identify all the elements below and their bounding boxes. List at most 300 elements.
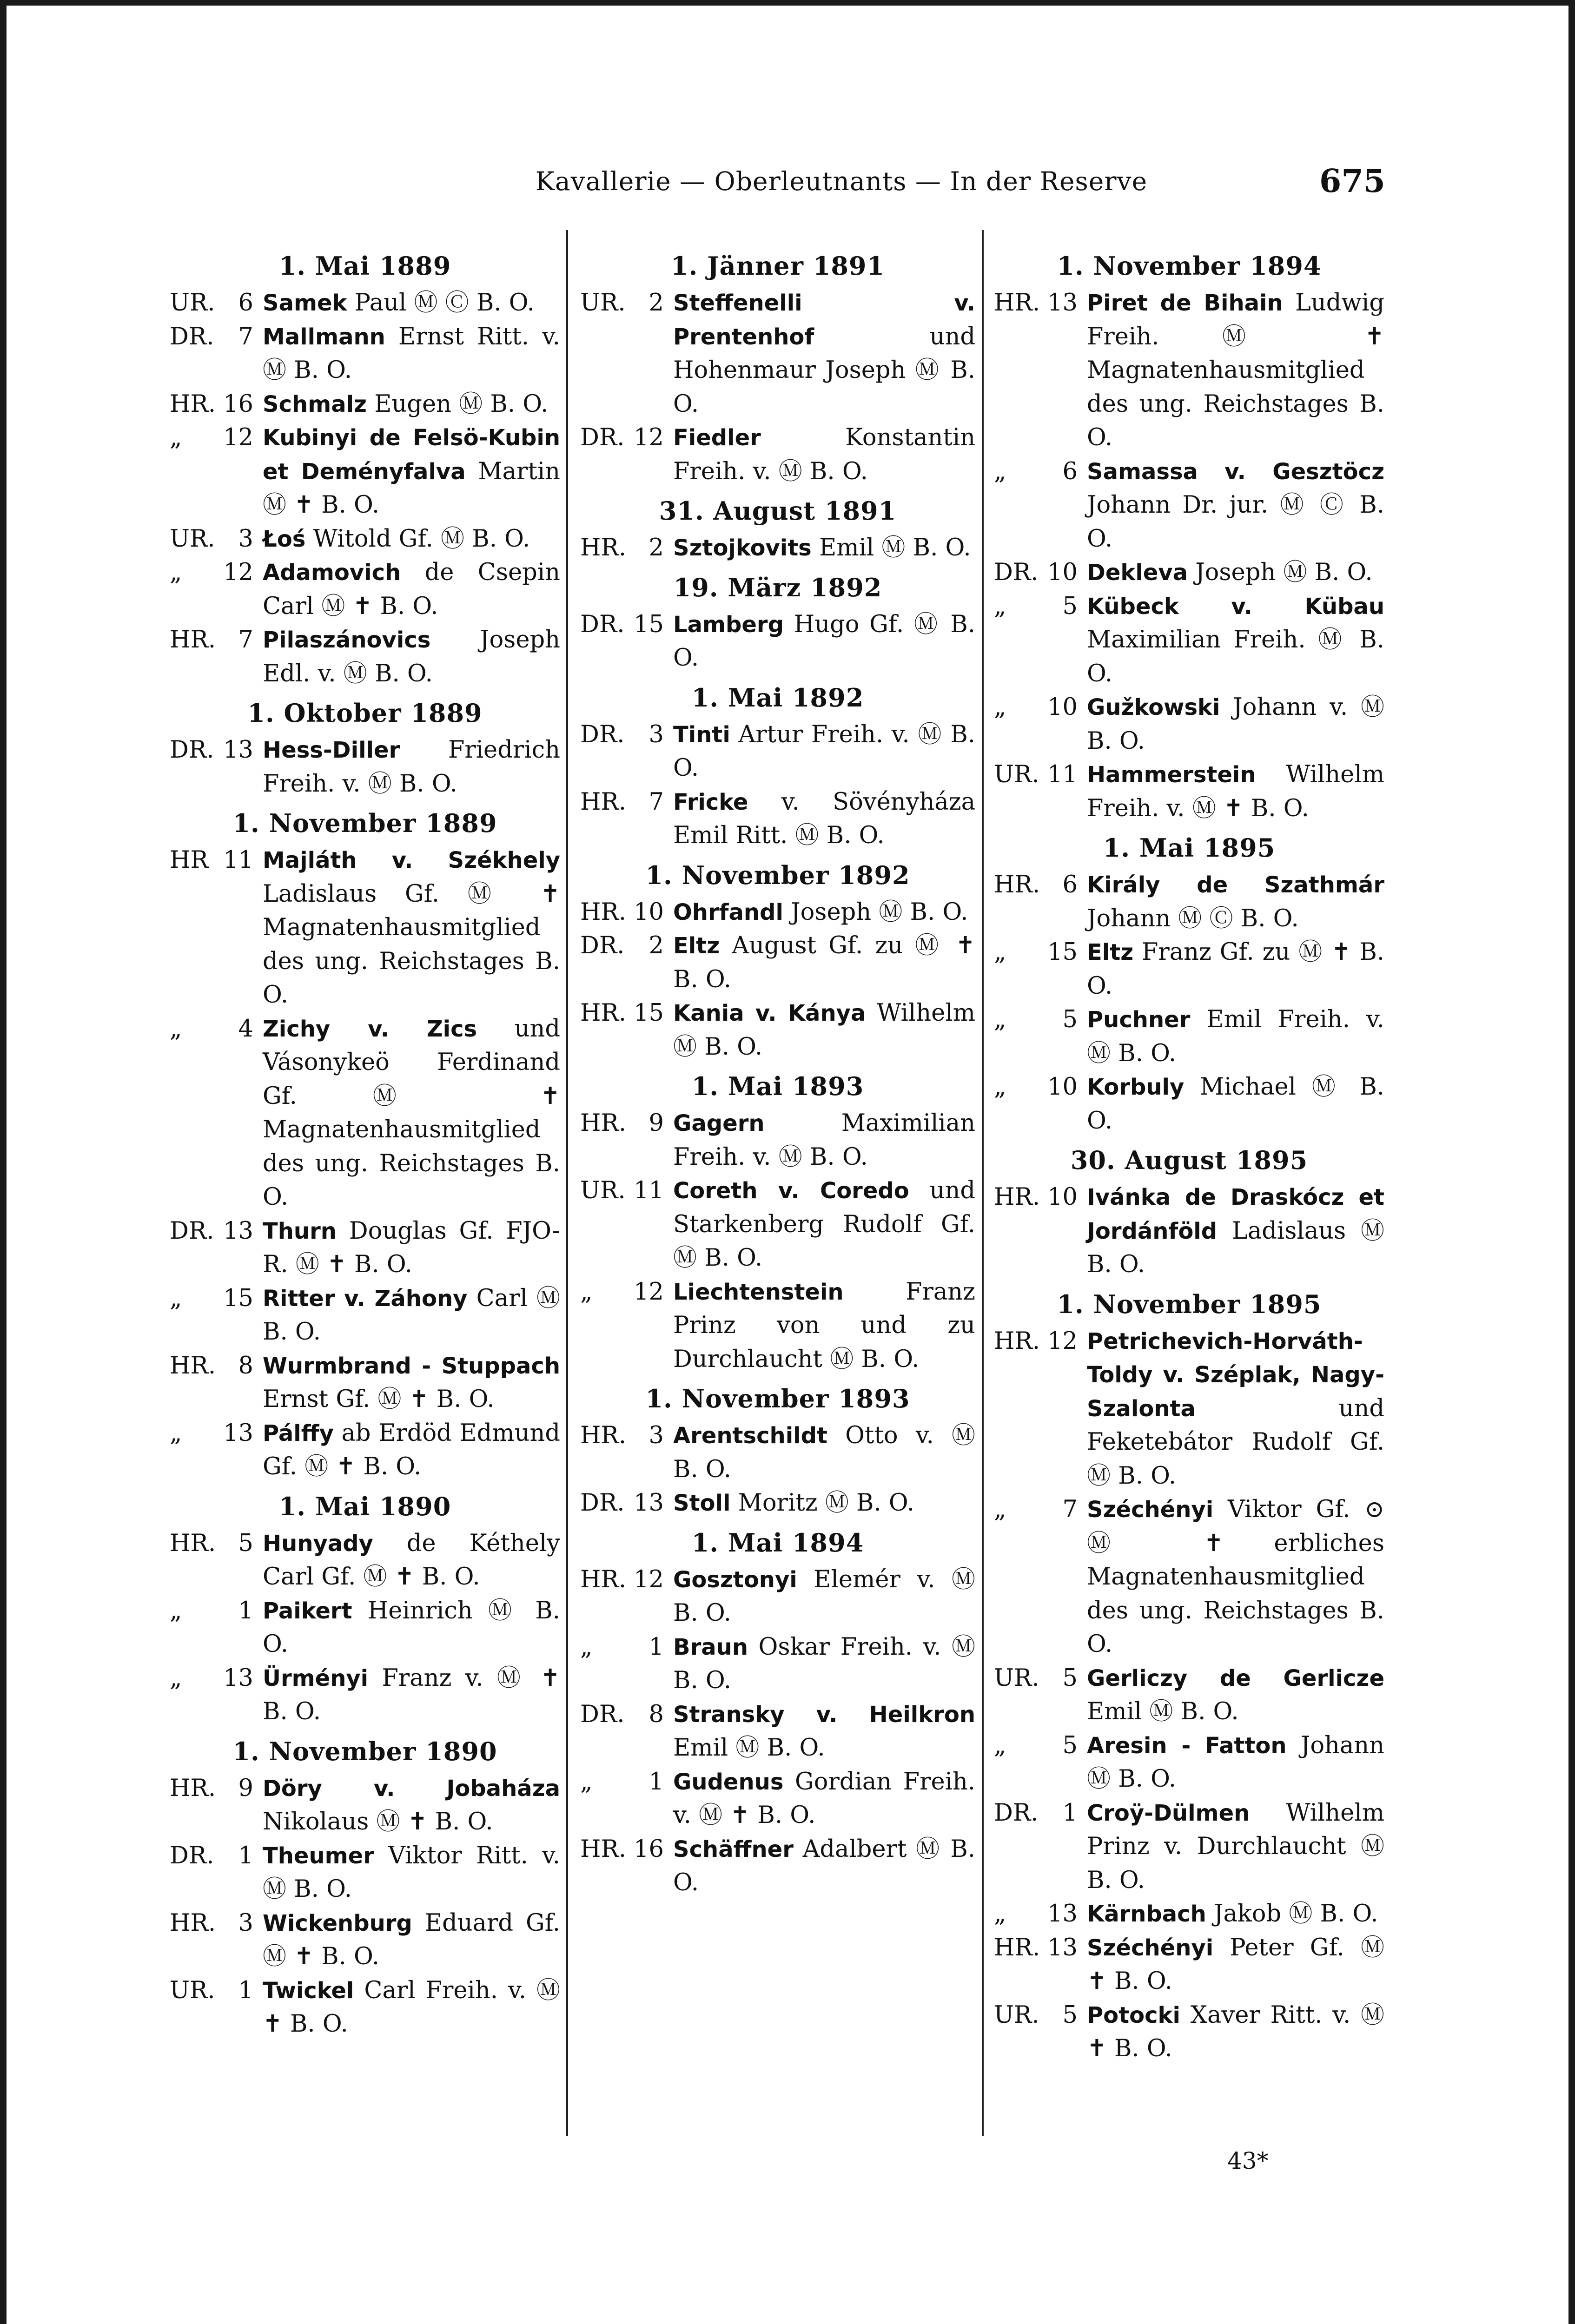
entry-text	[1087, 1897, 1384, 1931]
regiment-type: DR.	[580, 932, 625, 959]
officer-entry	[580, 1698, 975, 1765]
regiment-number: 15	[634, 999, 664, 1027]
entry-details: Eugen Ⓜ B. O.	[374, 390, 549, 418]
entry-text	[1087, 1729, 1384, 1796]
regiment-type: DR.	[170, 736, 214, 764]
entry-text	[673, 286, 975, 421]
entry-text	[1087, 1181, 1384, 1282]
date-section	[580, 1526, 975, 1900]
regiment-type: UR.	[170, 525, 215, 553]
surname: Gerliczy de Gerlicze	[1087, 1665, 1384, 1691]
regiment-number: 7	[238, 323, 253, 350]
officer-entry	[580, 1486, 975, 1520]
entry-text	[263, 286, 560, 320]
regiment-number: 1	[1062, 1799, 1078, 1827]
surname: Wickenburg	[263, 1910, 412, 1936]
entry-details: de Kéthely Carl Gf. Ⓜ ✝ B. O.	[263, 1529, 560, 1591]
section-date-heading: 1. Mai 1894	[691, 1527, 864, 1558]
regiment-type: HR.	[170, 1774, 216, 1802]
surname: Majláth v. Székhely	[263, 847, 560, 873]
section-date-heading: 1. Oktober 1889	[247, 698, 483, 728]
column-2	[580, 246, 975, 1906]
entry-details: Oskar Freih. v. Ⓜ B. O.	[673, 1633, 975, 1694]
date-section	[994, 249, 1384, 825]
officer-entry	[170, 844, 560, 1012]
entry-text	[263, 1282, 560, 1349]
regiment-type: DR.	[994, 1799, 1039, 1827]
entry-details: Hugo Gf. Ⓜ B. O.	[673, 610, 975, 672]
section-date-heading: 1. Mai 1893	[691, 1071, 864, 1101]
entry-text	[673, 1833, 975, 1900]
regiment-type: UR.	[994, 2001, 1039, 2029]
entry-details: Nikolaus Ⓜ ✝ B. O.	[263, 1808, 493, 1835]
regiment-type: DR.	[580, 1700, 625, 1728]
regiment-number: 1	[238, 1842, 253, 1869]
entry-text	[263, 733, 560, 801]
regiment-type: „	[170, 1419, 182, 1447]
entry-details: de Csepin Carl Ⓜ ✝ B. O.	[263, 559, 560, 620]
regiment-number: 13	[223, 1217, 253, 1245]
regiment-number: 10	[1047, 1073, 1078, 1101]
officer-entry	[170, 388, 560, 422]
entry-text	[673, 1765, 975, 1833]
officer-entry	[170, 1417, 560, 1484]
surname: Korbuly	[1087, 1074, 1185, 1100]
surname: Fiedler	[673, 425, 761, 451]
regiment-number: 1	[649, 1633, 664, 1661]
entry-details: Joseph Ⓜ B. O.	[1195, 559, 1373, 586]
regiment-type: DR.	[170, 1217, 214, 1245]
regiment-number: 1	[238, 1597, 253, 1624]
date-section	[994, 1287, 1384, 2066]
regiment-type: „	[994, 592, 1006, 620]
regiment-number: 13	[1047, 1900, 1078, 1928]
section-date-heading: 30. August 1895	[1070, 1145, 1308, 1175]
entry-text	[1087, 286, 1384, 455]
regiment-type: DR.	[580, 1489, 625, 1517]
regiment-number: 16	[634, 1835, 664, 1863]
entry-text	[673, 786, 975, 853]
entry-text	[673, 1563, 975, 1631]
entry-details: Jakob Ⓜ B. O.	[1214, 1900, 1378, 1928]
regiment-type: „	[170, 1284, 182, 1312]
entry-text	[673, 1419, 975, 1486]
entry-text	[1087, 1796, 1384, 1898]
officer-entry	[170, 1662, 560, 1729]
entry-text	[673, 1486, 975, 1520]
regiment-type: „	[994, 457, 1006, 485]
regiment-number: 15	[1047, 938, 1078, 966]
officer-entry	[994, 1931, 1384, 1999]
surname: Eltz	[1087, 939, 1134, 965]
officer-entry	[170, 1349, 560, 1417]
regiment-type: „	[994, 1006, 1006, 1033]
regiment-number: 12	[1047, 1327, 1078, 1355]
date-section	[170, 1735, 560, 2041]
officer-entry	[580, 1563, 975, 1631]
regiment-type: HR.	[580, 999, 627, 1027]
entry-details: ab Erdöd Edmund Gf. Ⓜ ✝ B. O.	[263, 1419, 560, 1480]
date-section	[994, 831, 1384, 1138]
regiment-number: 10	[634, 898, 664, 926]
scan-edge-right	[1568, 0, 1575, 2324]
surname: Tinti	[673, 721, 730, 748]
entry-details: Emil Ⓜ B. O.	[1087, 1698, 1239, 1725]
surname: Gagern	[673, 1110, 765, 1136]
regiment-number: 15	[223, 1284, 253, 1312]
officer-entry	[170, 1594, 560, 1662]
regiment-type: „	[170, 1015, 182, 1043]
entry-text	[1087, 1931, 1384, 1999]
entry-text	[263, 1527, 560, 1594]
officer-entry	[170, 1772, 560, 1839]
officer-entry	[994, 590, 1384, 691]
entry-details: und Starkenberg Rudolf Gf. Ⓜ B. O.	[673, 1177, 976, 1272]
column-3	[994, 246, 1384, 2072]
entry-details: Maximilian Freih. Ⓜ B. O.	[1087, 626, 1384, 687]
regiment-number: 10	[1047, 693, 1078, 721]
surname: Schäffner	[673, 1836, 794, 1862]
officer-entry	[994, 286, 1384, 455]
entry-details: Emil Ⓜ B. O.	[673, 1734, 825, 1762]
entry-details: Ernst Gf. Ⓜ ✝ B. O.	[263, 1386, 495, 1413]
regiment-number: 3	[649, 1422, 664, 1449]
entry-details: Friedrich Freih. v. Ⓜ B. O.	[263, 736, 560, 798]
officer-entry	[994, 936, 1384, 1003]
regiment-number: 11	[223, 846, 253, 874]
regiment-type: UR.	[580, 1177, 626, 1204]
entry-text	[263, 522, 560, 556]
date-section	[170, 806, 560, 1484]
surname: Łoś	[263, 526, 306, 552]
entry-details: Carl Ⓜ B. O.	[263, 1284, 560, 1346]
entry-details: Gordian Freih. v. Ⓜ ✝ B. O.	[673, 1768, 975, 1829]
regiment-type: „	[994, 938, 1006, 966]
regiment-number: 5	[1062, 1006, 1078, 1033]
surname: Fricke	[673, 789, 748, 815]
entry-details: Wilhelm Ⓜ B. O.	[673, 999, 975, 1061]
regiment-type: UR.	[170, 289, 215, 317]
entry-text	[673, 1698, 975, 1765]
entry-details: Witold Gf. Ⓜ B. O.	[313, 525, 530, 553]
officer-entry	[994, 455, 1384, 556]
surname: Theumer	[263, 1842, 374, 1869]
regiment-number: 3	[238, 525, 253, 553]
regiment-type: „	[994, 1900, 1006, 1928]
regiment-number: 9	[238, 1774, 253, 1802]
entry-details: Otto v. Ⓜ B. O.	[673, 1422, 975, 1483]
officer-entry	[170, 421, 560, 522]
section-date-heading: 1. November 1892	[645, 860, 910, 890]
regiment-type: HR.	[580, 1109, 627, 1137]
entry-details: Ladislaus Ⓜ B. O.	[1087, 1217, 1384, 1278]
entry-details: Martin Ⓜ ✝ B. O.	[263, 457, 560, 519]
regiment-type: „	[170, 1664, 182, 1692]
regiment-number: 12	[634, 424, 664, 451]
entry-text	[673, 997, 975, 1064]
entry-details: und Vásonykeö Ferdinand Gf. Ⓜ ✝ Magnatenhausmitglied des ung. Reichstages B. O.	[263, 1015, 560, 1211]
surname: Pilaszánovics	[263, 627, 431, 653]
regiment-type: „	[994, 1073, 1006, 1101]
officer-entry	[994, 691, 1384, 758]
surname: Stransky v. Heilkron	[673, 1701, 975, 1728]
regiment-type: HR.	[580, 788, 627, 816]
regiment-number: 3	[649, 720, 664, 748]
entry-text	[673, 531, 975, 565]
section-date-heading: 1. Jänner 1891	[670, 251, 885, 281]
regiment-type: „	[580, 1278, 593, 1306]
running-title: Kavallerie — Oberleutnants — In der Reserve	[535, 166, 1148, 196]
entry-text	[1087, 868, 1384, 936]
regiment-number: 6	[238, 289, 253, 317]
surname: Döry v. Jobaháza	[263, 1775, 560, 1802]
scan-edge-top	[0, 0, 1575, 6]
section-date-heading: 1. Mai 1892	[691, 682, 864, 713]
column-1	[170, 246, 560, 2047]
surname: Gudenus	[673, 1769, 784, 1795]
page-header	[167, 163, 1385, 205]
surname: Hess-Diller	[263, 737, 400, 763]
surname: Piret de Bihain	[1087, 290, 1283, 316]
regiment-number: 5	[1062, 1731, 1078, 1759]
regiment-number: 9	[649, 1109, 664, 1137]
officer-entry	[580, 786, 975, 853]
regiment-type: „	[994, 1731, 1006, 1759]
regiment-number: 7	[238, 626, 253, 654]
surname: Ohrfandl	[673, 899, 783, 925]
date-section	[580, 681, 975, 853]
regiment-type: „	[994, 693, 1006, 721]
surname: Lamberg	[673, 611, 784, 638]
officer-entry	[580, 286, 975, 421]
regiment-number: 12	[634, 1565, 664, 1593]
surname: Dekleva	[1087, 560, 1188, 586]
entry-details: Johann v. Ⓜ B. O.	[1087, 693, 1384, 755]
entry-details: Douglas Gf. FJO-R. Ⓜ ✝ B. O.	[263, 1217, 560, 1278]
regiment-type: „	[170, 559, 182, 586]
regiment-type: UR.	[994, 1664, 1039, 1692]
entry-text	[1087, 1003, 1384, 1070]
entry-details: Maximilian Freih. v. Ⓜ B. O.	[673, 1109, 975, 1171]
entry-details: Moritz Ⓜ B. O.	[738, 1489, 914, 1517]
officer-entry	[170, 623, 560, 691]
regiment-number: 2	[649, 289, 664, 317]
section-date-heading: 1. Mai 1890	[278, 1491, 451, 1521]
entry-text	[263, 1215, 560, 1282]
section-date-heading: 1. November 1893	[645, 1384, 910, 1413]
regiment-type: HR.	[170, 1352, 216, 1380]
entry-details: Artur Freih. v. Ⓜ B. O.	[673, 720, 975, 782]
surname: Potocki	[1087, 2002, 1180, 2028]
regiment-type: HR.	[580, 534, 627, 561]
regiment-type: HR.	[170, 626, 216, 654]
regiment-type: HR.	[994, 289, 1040, 317]
officer-entry	[580, 1765, 975, 1833]
entry-text	[263, 1772, 560, 1839]
regiment-type: DR.	[580, 720, 625, 748]
regiment-type: UR.	[994, 761, 1039, 788]
entry-details: Elemér v. Ⓜ B. O.	[673, 1565, 975, 1627]
regiment-number: 3	[238, 1909, 253, 1937]
regiment-number: 5	[238, 1529, 253, 1557]
officer-entry	[994, 1070, 1384, 1138]
entry-details: Joseph Ⓜ B. O.	[791, 898, 968, 926]
page-number: 675	[1319, 163, 1385, 200]
regiment-type: „	[170, 1597, 182, 1624]
officer-entry	[170, 320, 560, 388]
officer-entry	[580, 1174, 975, 1275]
entry-details: Ladislaus Gf. Ⓜ ✝ Magnatenhausmitglied des ung. Reichstages B. O.	[263, 880, 560, 1009]
regiment-type: DR.	[170, 323, 214, 350]
regiment-number: 7	[649, 788, 664, 816]
officer-entry	[170, 522, 560, 556]
surname: Aresin - Fatton	[1087, 1732, 1287, 1759]
regiment-type: „	[580, 1633, 593, 1661]
regiment-number: 6	[1062, 871, 1078, 898]
entry-details: und Hohenmaur Joseph Ⓜ B. O.	[673, 323, 975, 418]
entry-text	[263, 556, 560, 623]
entry-text	[263, 623, 560, 691]
entry-details: und Feketebátor Rudolf Gf. Ⓜ B. O.	[1087, 1394, 1384, 1490]
regiment-type: HR.	[994, 1183, 1040, 1211]
entry-details: Franz v. Ⓜ ✝ B. O.	[263, 1664, 560, 1725]
surname: Stoll	[673, 1490, 731, 1516]
regiment-type: HR.	[170, 1909, 216, 1937]
officer-entry	[170, 1215, 560, 1282]
entry-text	[673, 896, 975, 930]
entry-details: August Gf. zu Ⓜ ✝ B. O.	[673, 932, 975, 993]
surname: Thurn	[263, 1218, 337, 1244]
entry-details: Eduard Gf. Ⓜ ✝ B. O.	[263, 1909, 560, 1970]
officer-entry	[580, 1419, 975, 1486]
regiment-number: 13	[223, 1664, 253, 1692]
column-divider-1	[566, 230, 568, 2136]
surname: Ürményi	[263, 1665, 369, 1691]
regiment-type: HR	[170, 846, 208, 874]
regiment-number: 12	[223, 424, 253, 451]
surname: Király de Szathmár	[1087, 872, 1384, 898]
officer-entry	[580, 997, 975, 1064]
entry-details: Joseph Edl. v. Ⓜ B. O.	[263, 626, 560, 687]
regiment-number: 15	[634, 610, 664, 638]
entry-text	[1087, 936, 1384, 1003]
regiment-type: UR.	[170, 1976, 215, 2004]
regiment-number: 11	[634, 1177, 664, 1204]
officer-entry	[580, 1833, 975, 1900]
entry-text	[263, 1662, 560, 1729]
surname: Gužkowski	[1087, 694, 1220, 720]
entry-text	[263, 1839, 560, 1907]
officer-entry	[994, 1181, 1384, 1282]
date-section	[580, 1070, 975, 1376]
section-date-heading: 1. Mai 1889	[278, 251, 451, 281]
surname: Steffenelli v. Prentenhof	[673, 290, 975, 350]
section-date-heading: 1. November 1894	[1057, 251, 1322, 281]
regiment-number: 10	[1047, 559, 1078, 586]
surname: Sztojkovits	[673, 535, 812, 561]
entry-text	[1087, 556, 1384, 590]
entry-details: Carl Freih. v. Ⓜ ✝ B. O.	[263, 1976, 560, 2038]
officer-entry	[580, 421, 975, 489]
regiment-number: 5	[1062, 1664, 1078, 1692]
date-section	[580, 1382, 975, 1520]
entry-text	[263, 1907, 560, 1974]
entry-details: Johann Ⓜ Ⓒ B. O.	[1087, 905, 1299, 932]
officer-entry	[994, 1729, 1384, 1796]
officer-entry	[580, 608, 975, 675]
regiment-number: 16	[223, 390, 253, 418]
surname: Wurmbrand - Stuppach	[263, 1353, 560, 1379]
entry-text	[1087, 758, 1384, 825]
surname: Ivánka de Draskócz et Jordánföld	[1087, 1184, 1384, 1244]
entry-text	[263, 421, 560, 522]
officer-entry	[580, 1275, 975, 1377]
entry-text	[263, 1974, 560, 2041]
surname: Gosztonyi	[673, 1566, 797, 1593]
regiment-number: 5	[1062, 2001, 1078, 2029]
officer-entry	[580, 1631, 975, 1698]
officer-entry	[170, 1282, 560, 1349]
entry-details: Ernst Ritt. v. Ⓜ B. O.	[263, 323, 560, 384]
officer-entry	[994, 1493, 1384, 1662]
surname: Paikert	[263, 1598, 352, 1624]
regiment-type: DR.	[580, 610, 625, 638]
officer-entry	[994, 556, 1384, 590]
signature-mark: 43*	[1227, 2147, 1269, 2174]
surname: Samek	[263, 290, 347, 316]
regiment-number: 13	[223, 736, 253, 764]
entry-text	[263, 1012, 560, 1215]
officer-entry	[580, 1107, 975, 1174]
regiment-type: „	[994, 1496, 1006, 1523]
regiment-type: HR.	[994, 871, 1040, 898]
surname: Croÿ-Dülmen	[1087, 1800, 1250, 1826]
entry-text	[673, 608, 975, 675]
regiment-number: 10	[1047, 1183, 1078, 1211]
date-section	[580, 494, 975, 565]
surname: Adamovich	[263, 560, 401, 586]
entry-details: v. Sövényháza Emil Ritt. Ⓜ B. O.	[673, 788, 975, 849]
entry-details: Konstantin Freih. v. Ⓜ B. O.	[673, 424, 975, 485]
regiment-type: DR.	[580, 424, 625, 451]
scan-edge-left	[0, 0, 7, 2324]
officer-entry	[994, 1003, 1384, 1070]
entry-text	[1087, 1662, 1384, 1729]
surname: Puchner	[1087, 1007, 1191, 1033]
entry-text	[263, 388, 560, 422]
officer-entry	[170, 1974, 560, 2041]
entry-details: Xaver Ritt. v. Ⓜ ✝ B. O.	[1087, 2001, 1384, 2062]
officer-entry	[170, 1527, 560, 1594]
regiment-type: HR.	[994, 1934, 1040, 1961]
entry-text	[263, 1349, 560, 1417]
regiment-type: HR.	[994, 1327, 1040, 1355]
officer-entry	[580, 531, 975, 565]
officer-entry	[994, 1999, 1384, 2066]
entry-details: Franz Prinz von und zu Durchlaucht Ⓜ B. O.	[673, 1278, 975, 1373]
regiment-type: HR.	[580, 1565, 627, 1593]
entry-details: Emil Ⓜ B. O.	[819, 534, 971, 561]
regiment-number: 13	[223, 1419, 253, 1447]
entry-text	[1087, 1070, 1384, 1138]
date-section	[580, 858, 975, 1064]
officer-entry	[994, 1662, 1384, 1729]
surname: Kania v. Kánya	[673, 1000, 866, 1026]
surname: Zichy v. Zics	[263, 1016, 477, 1042]
regiment-type: DR.	[994, 559, 1039, 586]
officer-entry	[170, 556, 560, 623]
officer-entry	[170, 1907, 560, 1974]
